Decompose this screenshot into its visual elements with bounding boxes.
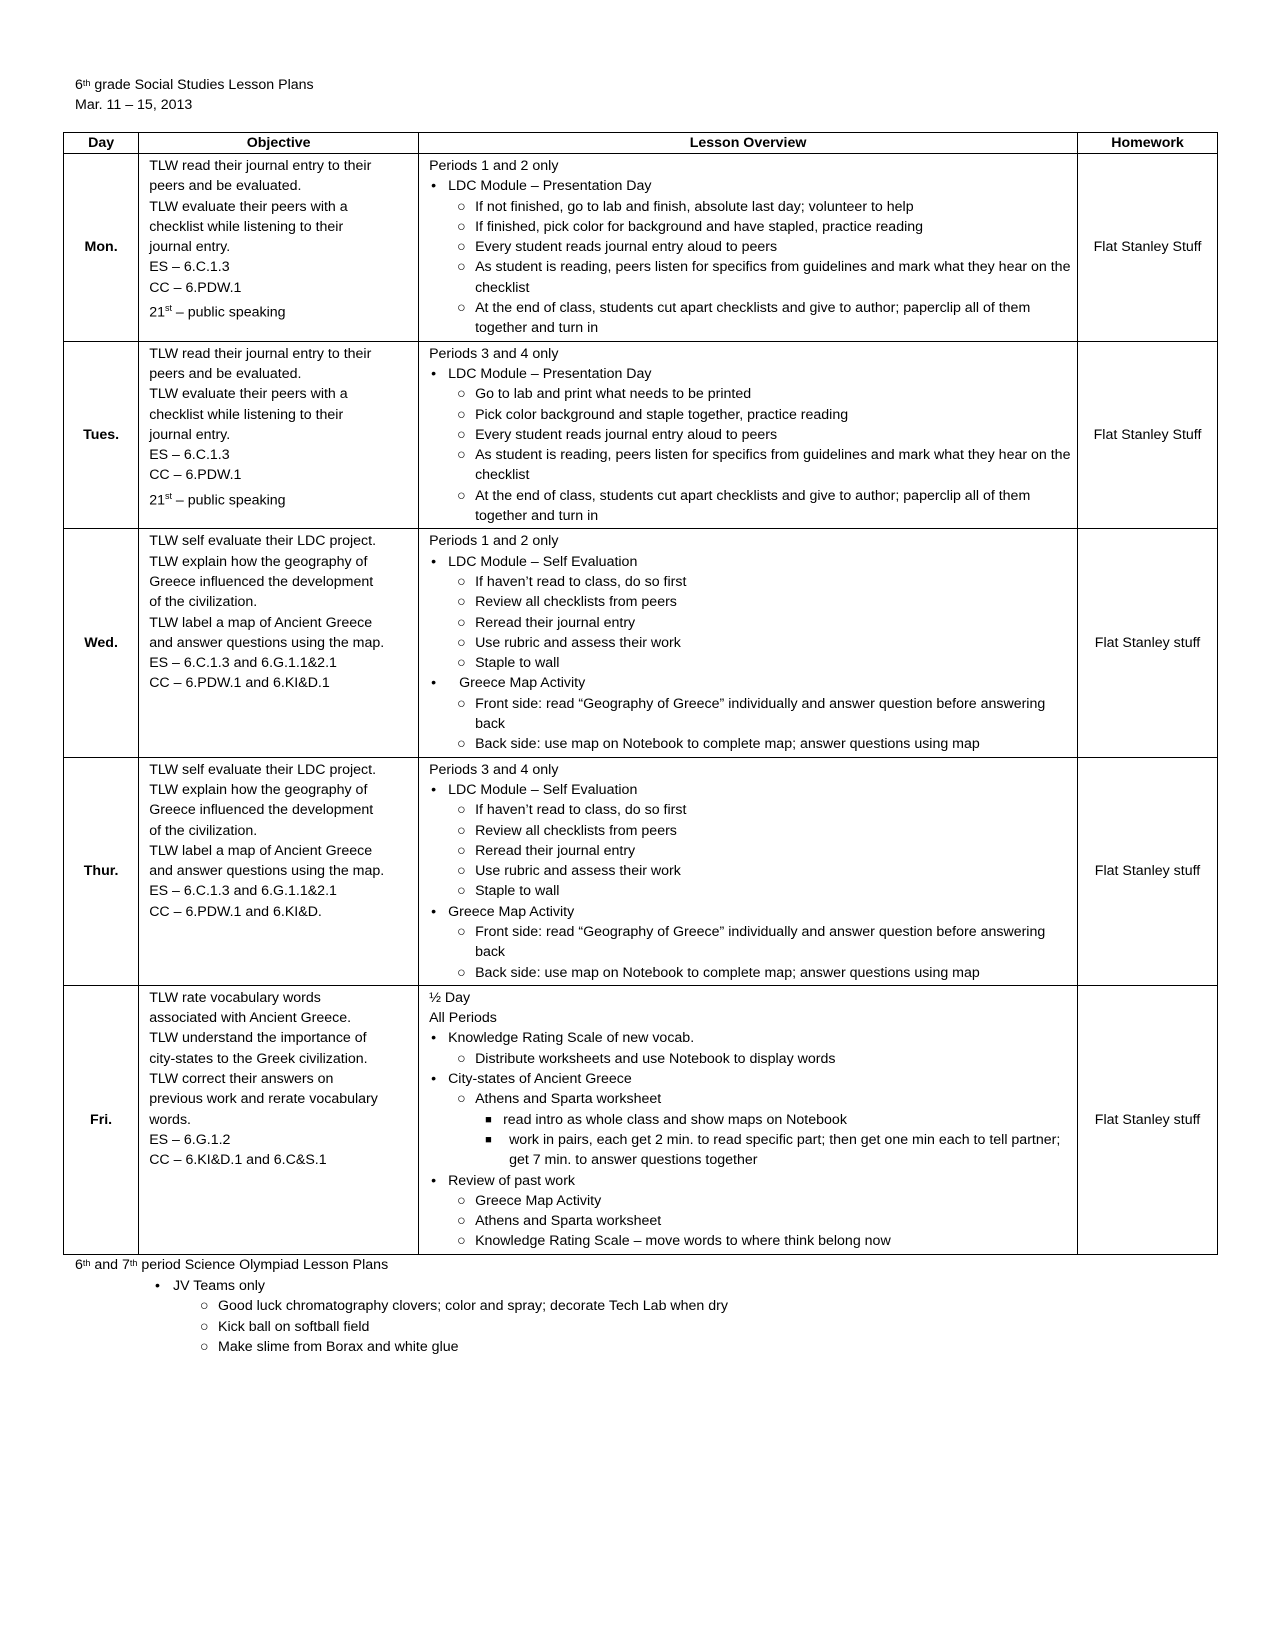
overview-text: LDC Module – Presentation Day (448, 178, 652, 195)
day-cell: Mon. (64, 154, 139, 342)
overview-text: At the end of class, students cut apart checklists and give to author; paperclip all of them together and turn in (475, 300, 1031, 337)
overview-text: Periods 3 and 4 only (429, 761, 559, 778)
overview-text: Review of past work (448, 1172, 576, 1189)
objective-line: journal entry. (149, 239, 231, 256)
objective-line: 21st – public speaking (149, 303, 286, 321)
circle-marker: ○ (457, 218, 466, 235)
circle-marker: ○ (457, 842, 466, 859)
overview-item (429, 1069, 1071, 1089)
bullet-marker: • (431, 675, 437, 692)
objective-line: of the civilization. (149, 594, 258, 611)
overview-text: Greece Map Activity (459, 675, 586, 692)
objective-line: previous work and rerate vocabulary (149, 1091, 378, 1108)
objective-line: peers and be evaluated. (149, 365, 302, 382)
column-header-day: Day (64, 133, 139, 154)
overview-text: Greece Map Activity (475, 1192, 602, 1209)
objective-line: TLW read their journal entry to their (149, 158, 372, 174)
circle-marker: ○ (457, 386, 466, 403)
overview-item (429, 902, 1071, 922)
overview-text: Every student reads journal entry aloud to peers (475, 426, 778, 443)
bullet-marker: • (431, 1030, 437, 1047)
bullet-marker: • (431, 1071, 437, 1088)
objective-line: TLW understand the importance of (149, 1030, 367, 1047)
circle-marker: ○ (457, 964, 466, 981)
objective-line: CC – 6.PDW.1 and 6.KI&D. (149, 903, 322, 920)
science-subitem: ○ Kick ball on softball field (200, 1317, 728, 1338)
bullet-marker: • (431, 1172, 437, 1189)
circle-marker: ○ (457, 426, 466, 443)
objective-line: TLW read their journal entry to their (149, 345, 372, 362)
overview-item (429, 861, 1071, 881)
overview-item (429, 531, 1071, 551)
overview-item (429, 800, 1071, 820)
overview-text: City-states of Ancient Greece (448, 1071, 632, 1088)
bullet-marker: • (431, 178, 437, 195)
objective-line: associated with Ancient Greece. (149, 1010, 352, 1027)
table-row (64, 154, 1218, 342)
objective-line: ES – 6.C.1.3 and 6.G.1.1&2.1 (149, 883, 337, 900)
overview-text: Periods 3 and 4 only (429, 345, 559, 362)
circle-marker: ○ (457, 447, 466, 464)
column-header-homework: Homework (1078, 133, 1218, 154)
overview-item (429, 237, 1071, 257)
circle-marker: ○ (200, 1318, 209, 1335)
overview-item (429, 405, 1071, 425)
overview-item (429, 384, 1071, 404)
overview-text: Periods 1 and 2 only (429, 158, 559, 174)
table-row (64, 341, 1218, 529)
circle-marker: ○ (457, 259, 466, 276)
objective-line: words. (149, 1111, 191, 1128)
square-marker: ■ (485, 1133, 492, 1146)
science-olympiad-title: 6th and 7th period Science Olympiad Lesson Plans (75, 1257, 389, 1273)
header-title: 6th grade Social Studies Lesson Plans (75, 77, 314, 93)
objective-line: TLW evaluate their peers with a (149, 386, 348, 403)
overview-item (429, 1191, 1071, 1211)
overview-item (429, 613, 1071, 633)
objective-line: of the civilization. (149, 822, 258, 839)
overview-text: work in pairs, each get 2 min. to read specific part; then get one min each to tell partner; get 7 min. to answer questions together (509, 1131, 1061, 1169)
overview-item (429, 633, 1071, 653)
overview-text: Front side: read “Geography of Greece” individually and answer question before answering back (475, 695, 1046, 733)
overview-text: read intro as whole class and show maps on Notebook (503, 1111, 847, 1128)
overview-text: Distribute worksheets and use Notebook to display words (475, 1050, 836, 1067)
objective-line: checklist while listening to their (149, 406, 344, 423)
objective-line: 21st – public speaking (149, 490, 286, 509)
circle-marker: ○ (457, 695, 466, 712)
overview-text: ½ Day (429, 989, 471, 1006)
circle-marker: ○ (457, 239, 466, 256)
overview-text: LDC Module – Self Evaluation (448, 553, 638, 570)
circle-marker: ○ (457, 594, 466, 611)
bullet-marker: • (155, 1277, 160, 1294)
lesson-overview-cell (419, 985, 1078, 1254)
overview-item (429, 364, 1071, 384)
overview-item (429, 197, 1071, 217)
overview-item (429, 841, 1071, 861)
objective-line: CC – 6.PDW.1 and 6.KI&D.1 (149, 675, 330, 692)
science-olympiad-section (75, 1255, 728, 1358)
lesson-overview-cell (419, 757, 1078, 985)
circle-marker: ○ (457, 1233, 466, 1250)
objective-line: Greece influenced the development (149, 573, 374, 590)
overview-text: All Periods (429, 1010, 497, 1027)
science-bullet: • JV Teams only (155, 1276, 728, 1297)
overview-text: Go to lab and print what needs to be printed (475, 386, 752, 403)
overview-text: If haven’t read to class, do so first (475, 573, 687, 590)
circle-marker: ○ (457, 736, 466, 753)
overview-item (429, 425, 1071, 445)
bullet-marker: • (431, 781, 437, 798)
document-header (75, 75, 314, 115)
overview-item (429, 552, 1071, 572)
objective-line: TLW explain how the geography of (149, 553, 368, 570)
objective-cell (139, 154, 419, 342)
overview-text: Staple to wall (475, 655, 560, 672)
overview-item (429, 1130, 1071, 1171)
overview-text: Staple to wall (475, 883, 560, 900)
circle-marker: ○ (457, 1050, 466, 1067)
overview-item (429, 344, 1071, 364)
objective-cell (139, 341, 419, 529)
overview-text: Back side: use map on Notebook to complete map; answer questions using map (475, 964, 980, 981)
objective-line: ES – 6.C.1.3 (149, 447, 230, 464)
overview-text: Review all checklists from peers (475, 594, 677, 611)
overview-text: Use rubric and assess their work (475, 863, 681, 880)
overview-item (429, 881, 1071, 901)
objective-line: checklist while listening to their (149, 218, 344, 235)
overview-item (429, 988, 1071, 1008)
overview-text: Periods 1 and 2 only (429, 533, 559, 550)
objective-line: ES – 6.C.1.3 and 6.G.1.1&2.1 (149, 655, 337, 672)
overview-text: Greece Map Activity (448, 903, 575, 920)
overview-text: If haven’t read to class, do so first (475, 802, 687, 819)
overview-item (429, 486, 1071, 527)
bullet-marker: • (431, 903, 437, 920)
objective-line: journal entry. (149, 426, 231, 443)
circle-marker: ○ (457, 300, 466, 317)
objective-line: TLW explain how the geography of (149, 781, 368, 798)
homework-cell: Flat Stanley stuff (1078, 757, 1218, 985)
overview-item (429, 760, 1071, 780)
day-cell: Tues. (64, 341, 139, 529)
overview-text: Use rubric and assess their work (475, 634, 681, 651)
objective-line: TLW self evaluate their LDC project. (149, 761, 377, 778)
overview-text: LDC Module – Presentation Day (448, 365, 652, 382)
overview-text: If not finished, go to lab and finish, absolute last day; volunteer to help (475, 198, 914, 215)
overview-item (429, 1171, 1071, 1191)
overview-text: Front side: read “Geography of Greece” individually and answer question before answering back (475, 923, 1046, 961)
circle-marker: ○ (457, 198, 466, 215)
overview-text: Reread their journal entry (475, 842, 636, 859)
objective-line: and answer questions using the map. (149, 634, 385, 651)
objective-line: TLW evaluate their peers with a (149, 198, 348, 215)
objective-line: peers and be evaluated. (149, 178, 302, 195)
circle-marker: ○ (457, 883, 466, 900)
overview-text: As student is reading, peers listen for specifics from guidelines and mark what they hear on the checklist (475, 259, 1071, 296)
column-header-objective: Objective (139, 133, 419, 154)
objective-line: CC – 6.KI&D.1 and 6.C&S.1 (149, 1152, 327, 1169)
header-dates: Mar. 11 – 15, 2013 (75, 97, 193, 113)
objective-line: city-states to the Greek civilization. (149, 1050, 368, 1067)
objective-line: CC – 6.PDW.1 (149, 467, 242, 484)
lesson-overview-cell (419, 529, 1078, 757)
objective-line: TLW label a map of Ancient Greece (149, 842, 373, 859)
square-marker: ■ (485, 1113, 492, 1126)
objective-cell (139, 757, 419, 985)
circle-marker: ○ (200, 1298, 209, 1314)
overview-item (429, 1089, 1071, 1109)
objective-line: ES – 6.C.1.3 (149, 259, 230, 276)
overview-item (429, 653, 1071, 673)
overview-item (429, 673, 1071, 693)
circle-marker: ○ (457, 923, 466, 940)
overview-item (429, 1110, 1071, 1130)
overview-item (429, 592, 1071, 612)
table-row (64, 757, 1218, 985)
objective-line: TLW self evaluate their LDC project. (149, 533, 377, 550)
overview-text: Athens and Sparta worksheet (475, 1091, 662, 1108)
objective-line: Greece influenced the development (149, 802, 374, 819)
overview-item (429, 1028, 1071, 1048)
circle-marker: ○ (457, 487, 466, 504)
objective-line: CC – 6.PDW.1 (149, 279, 242, 296)
circle-marker: ○ (457, 802, 466, 819)
overview-text: Reread their journal entry (475, 614, 636, 631)
lesson-overview-cell (419, 154, 1078, 342)
objective-line: TLW correct their answers on (149, 1071, 334, 1088)
day-cell: Thur. (64, 757, 139, 985)
objective-line: and answer questions using the map. (149, 863, 385, 880)
overview-item (429, 257, 1071, 298)
science-subitem: ○ Good luck chromatography clovers; color and spray; decorate Tech Lab when dry (200, 1296, 728, 1317)
overview-item (429, 1211, 1071, 1231)
overview-text: At the end of class, students cut apart checklists and give to author; paperclip all of them together and turn in (475, 487, 1031, 525)
overview-text: Athens and Sparta worksheet (475, 1213, 662, 1230)
circle-marker: ○ (457, 655, 466, 672)
circle-marker: ○ (200, 1339, 209, 1355)
circle-marker: ○ (457, 1213, 466, 1230)
objective-cell (139, 985, 419, 1254)
overview-text: Pick color background and staple together, practice reading (475, 406, 849, 423)
homework-cell: Flat Stanley stuff (1078, 985, 1218, 1254)
table-row (64, 529, 1218, 757)
overview-text: Every student reads journal entry aloud to peers (475, 239, 778, 256)
circle-marker: ○ (457, 406, 466, 423)
column-header-lesson-overview: Lesson Overview (419, 133, 1078, 154)
overview-text: LDC Module – Self Evaluation (448, 781, 638, 798)
overview-item (429, 445, 1071, 486)
day-cell: Wed. (64, 529, 139, 757)
overview-item (429, 572, 1071, 592)
circle-marker: ○ (457, 1091, 466, 1108)
overview-text: If finished, pick color for background and have stapled, practice reading (475, 218, 924, 235)
overview-item (429, 1231, 1071, 1251)
bullet-marker: • (431, 365, 437, 382)
circle-marker: ○ (457, 863, 466, 880)
homework-cell: Flat Stanley stuff (1078, 529, 1218, 757)
objective-line: TLW label a map of Ancient Greece (149, 614, 373, 631)
overview-item (429, 217, 1071, 237)
lesson-plan-table (63, 132, 1218, 1255)
overview-item (429, 176, 1071, 196)
objective-cell (139, 529, 419, 757)
objective-line: ES – 6.G.1.2 (149, 1131, 231, 1148)
overview-item (429, 694, 1071, 735)
table-body (64, 154, 1218, 1255)
overview-item (429, 1049, 1071, 1069)
overview-item (429, 156, 1071, 176)
table-row (64, 985, 1218, 1254)
day-cell: Fri. (64, 985, 139, 1254)
science-subitem: ○ Make slime from Borax and white glue (200, 1337, 728, 1358)
overview-text: Knowledge Rating Scale of new vocab. (448, 1030, 695, 1047)
circle-marker: ○ (457, 573, 466, 590)
overview-text: Review all checklists from peers (475, 822, 677, 839)
objective-line: TLW rate vocabulary words (149, 989, 321, 1006)
overview-text: As student is reading, peers listen for specifics from guidelines and mark what they hear on the checklist (475, 447, 1071, 484)
overview-item (429, 734, 1071, 754)
circle-marker: ○ (457, 634, 466, 651)
overview-item (429, 780, 1071, 800)
overview-item (429, 298, 1071, 339)
homework-cell: Flat Stanley Stuff (1078, 341, 1218, 529)
circle-marker: ○ (457, 822, 466, 839)
overview-item (429, 922, 1071, 963)
homework-cell: Flat Stanley Stuff (1078, 154, 1218, 342)
bullet-marker: • (431, 553, 437, 570)
overview-item (429, 1008, 1071, 1028)
overview-text: Knowledge Rating Scale – move words to where think belong now (475, 1233, 891, 1250)
overview-text: Back side: use map on Notebook to complete map; answer questions using map (475, 736, 980, 753)
table-header-row (64, 133, 1218, 154)
circle-marker: ○ (457, 1192, 466, 1209)
circle-marker: ○ (457, 614, 466, 631)
overview-item (429, 821, 1071, 841)
lesson-overview-cell (419, 341, 1078, 529)
overview-item (429, 963, 1071, 983)
